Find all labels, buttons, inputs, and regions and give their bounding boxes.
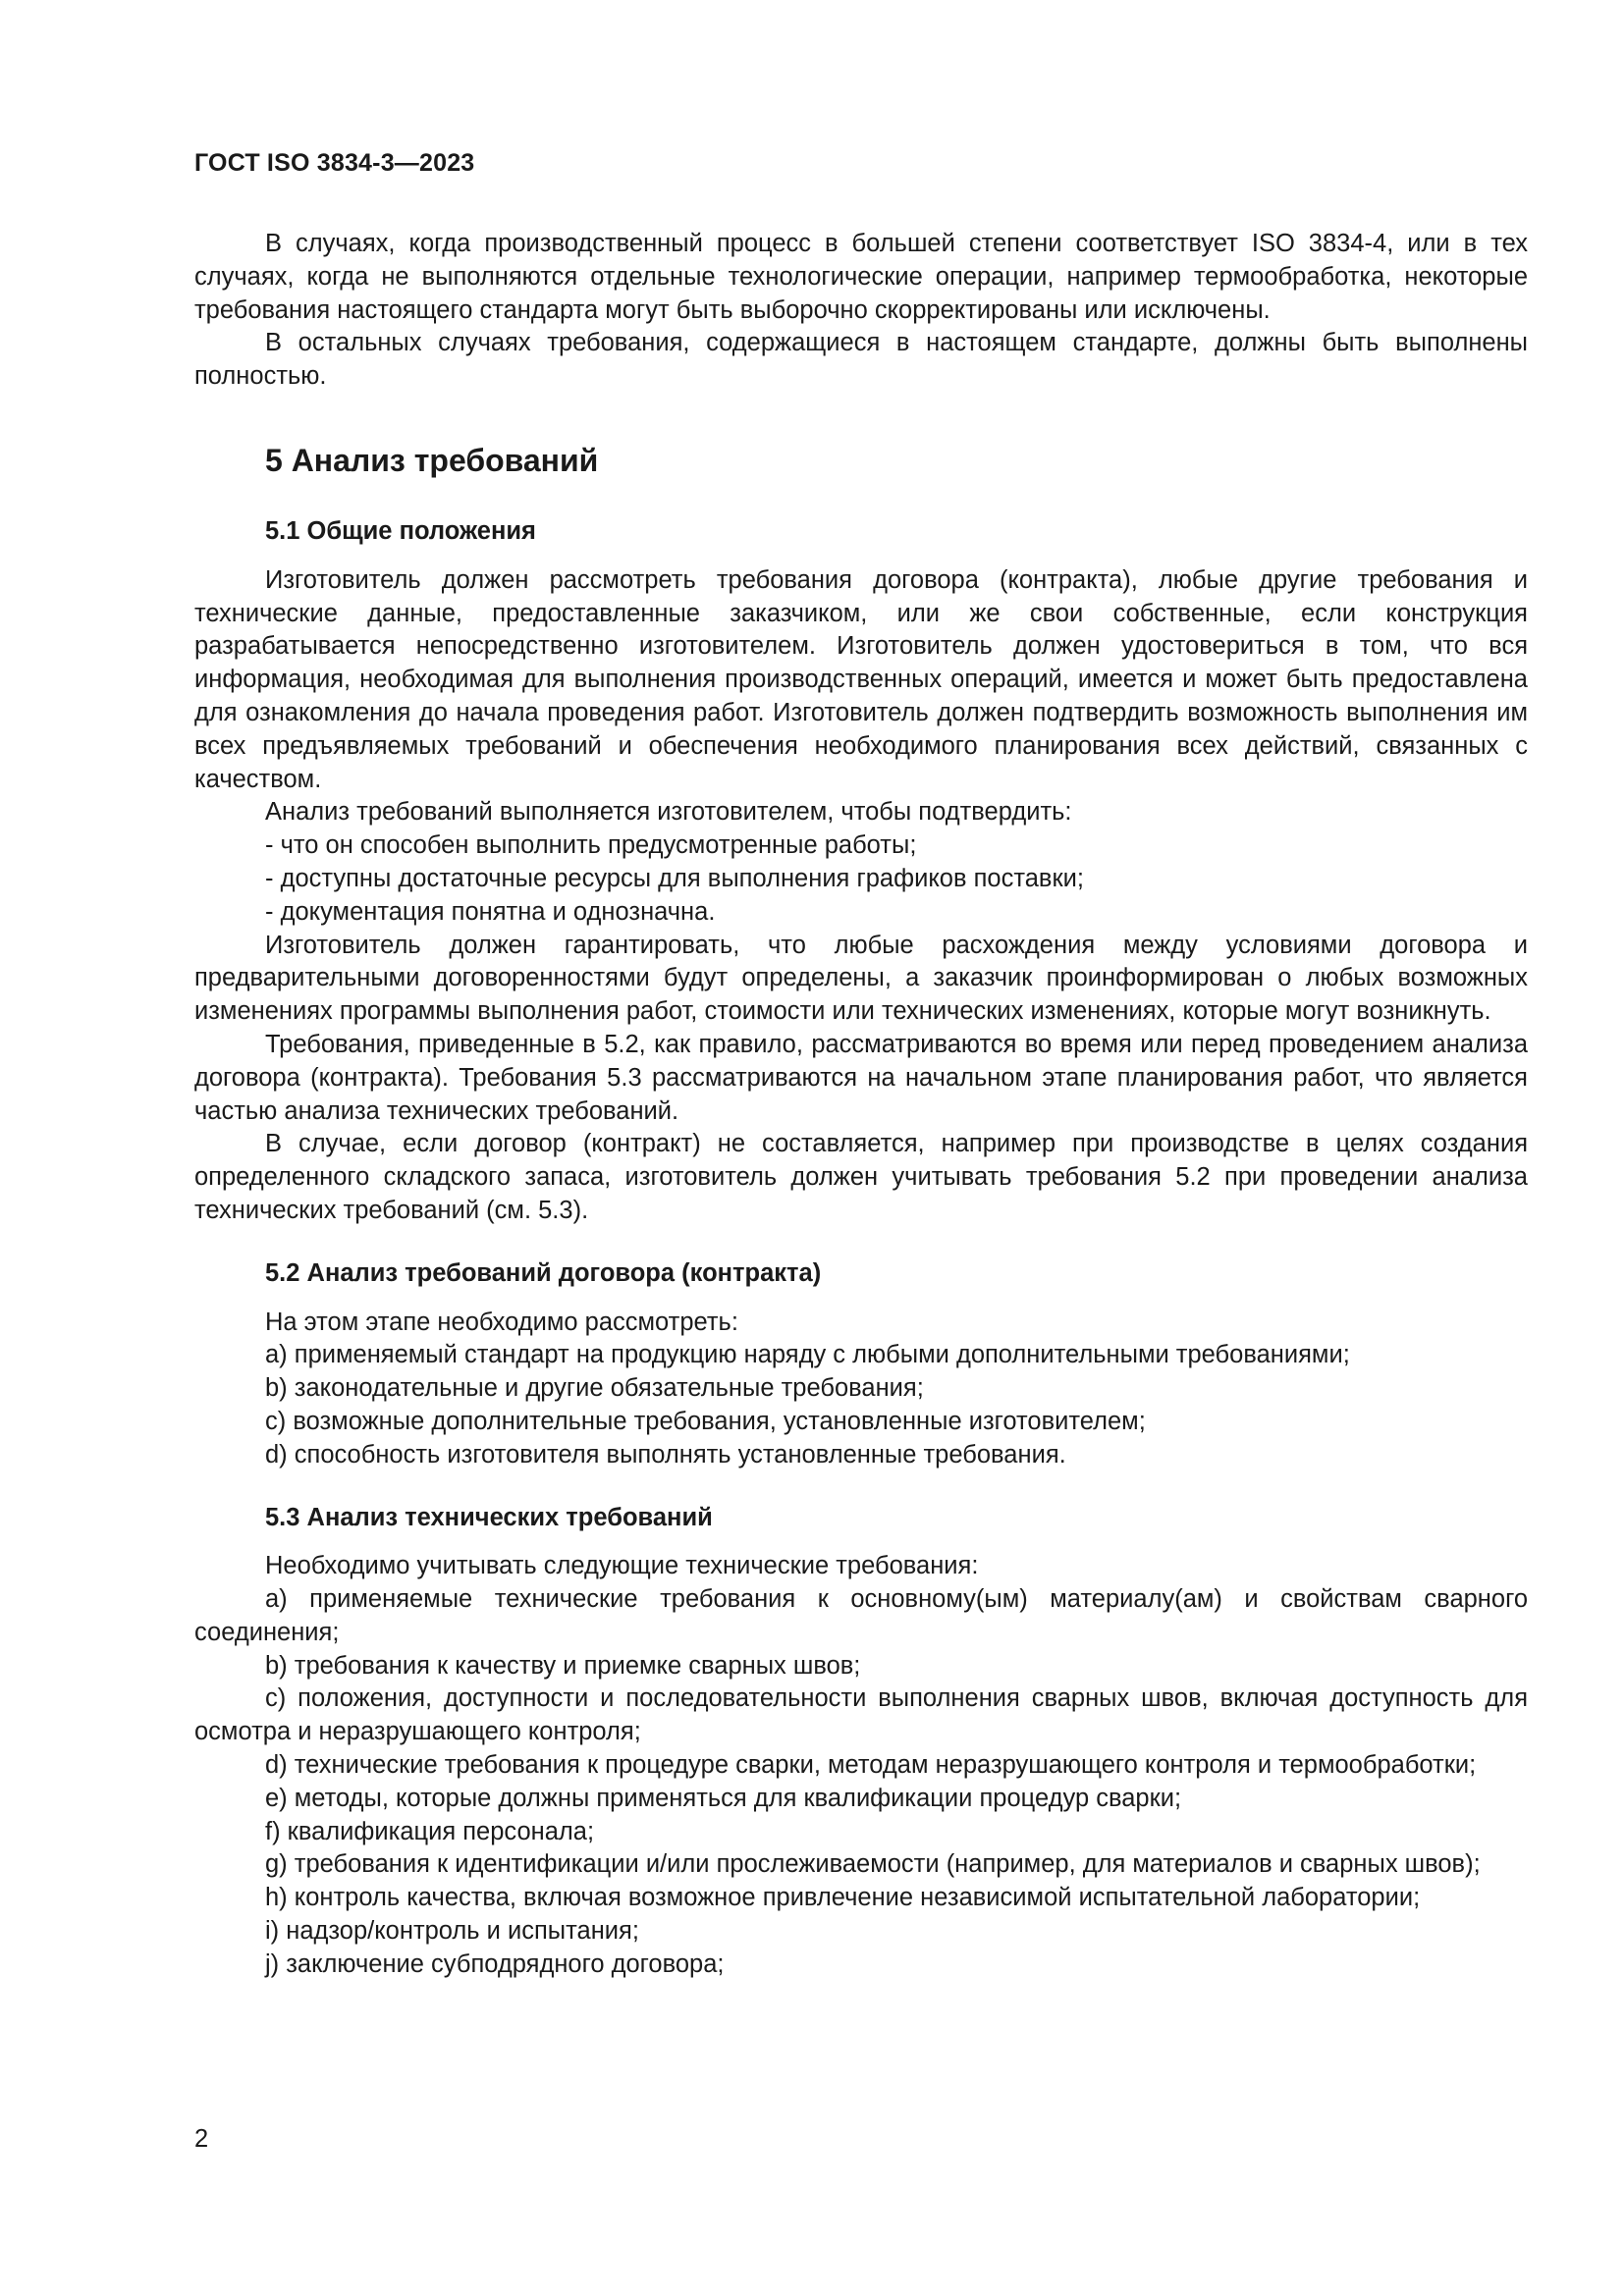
list-item: i) надзор/контроль и испытания; bbox=[265, 1917, 639, 1946]
list-item: e) методы, которые должны применяться для квалификации процедур сварки; bbox=[265, 1784, 1182, 1812]
list-item: d) технические требования к процедуре сварки, методам неразрушающего контроля и термообработки; bbox=[265, 1751, 1477, 1780]
list-item: g) требования к идентификации и/или прослеживаемости (например, для материалов и сварных швов); bbox=[265, 1850, 1481, 1879]
list-item: a) применяемые технические требования к основному(ым) материалу(ам) и свойствам сварного соединения; bbox=[194, 1585, 1528, 1646]
section-5-1-paragraph-1: Изготовитель должен рассмотреть требования договора (контракта), любые другие требования и технические данные, предоставленные заказчиком, или же свои собственные, если конструкция разрабатывается непосредственно изготовителем. Изготовитель должен удостовериться в том, что вся информация, необходимая для выполнения производственных операций, имеется и может быть предоставлена для ознакомления до начала проведения работ. Изготовитель должен подтвердить возможность выполнения им всех предъявляемых требований и обеспечения необходимого планирования всех действий, связанных с качеством. bbox=[194, 565, 1528, 793]
list-item: d) способность изготовителя выполнять установленные требования. bbox=[265, 1440, 1066, 1468]
list-item: - доступны достаточные ресурсы для выполнения графиков поставки; bbox=[265, 864, 1084, 892]
section-5-1-paragraph-4: Требования, приведенные в 5.2, как правило, рассматриваются во время или перед проведением анализа договора (контракта). Требования 5.3 рассматриваются на начальном этапе планирования работ, что является частью анализа технических требований. bbox=[194, 1030, 1528, 1125]
section-5-1-paragraph-3: Изготовитель должен гарантировать, что любые расхождения между условиями договора и предварительными договоренностями будут определены, а заказчик проинформирован о любых возможных изменениях программы выполнения работ, стоимости или технических изменениях, которые могут возникнуть. bbox=[194, 931, 1528, 1026]
list-item: - документация понятна и однозначна. bbox=[265, 897, 716, 926]
section-5-2-intro: На этом этапе необходимо рассмотреть: bbox=[265, 1308, 738, 1336]
list-item: b) законодательные и другие обязательные требования; bbox=[265, 1374, 924, 1403]
list-item: c) положения, доступности и последовательности выполнения сварных швов, включая доступность для осмотра и неразрушающего контроля; bbox=[194, 1684, 1528, 1746]
page-content bbox=[194, 228, 1528, 1982]
list-item: f) квалификация персонала; bbox=[265, 1817, 595, 1845]
section-5-1-paragraph-5: В случае, если договор (контракт) не составляется, например при производстве в целях создания определенного складского запаса, изготовитель должен учитывать требования 5.2 при проведении анализа технических требований (см. 5.3). bbox=[194, 1130, 1528, 1224]
section-5-3-intro: Необходимо учитывать следующие технические требования: bbox=[265, 1552, 979, 1580]
list-item: a) применяемый стандарт на продукцию наряду с любыми дополнительными требованиями; bbox=[265, 1341, 1350, 1369]
page-number: 2 bbox=[194, 2125, 209, 2153]
list-item: b) требования к качеству и приемке сварных швов; bbox=[265, 1651, 861, 1680]
running-header: ГОСТ ISO 3834-3—2023 bbox=[194, 149, 475, 177]
section-5-3-title: 5.3 Анализ технических требований bbox=[265, 1503, 713, 1531]
section-5-title: 5 Анализ требований bbox=[265, 442, 599, 478]
list-item: c) возможные дополнительные требования, установленные изготовителем; bbox=[265, 1407, 1146, 1435]
list-item: h) контроль качества, включая возможное привлечение независимой испытательной лаборатории; bbox=[265, 1884, 1421, 1912]
intro-paragraph-1: В случаях, когда производственный процесс в большей степени соответствует ISO 3834-4, или в тех случаях, когда не выполняются отдельные технологические операции, например термообработка, некоторые требования настоящего стандарта могут быть выборочно скорректированы или исключены. bbox=[194, 230, 1528, 324]
list-item: j) заключение субподрядного договора; bbox=[265, 1949, 725, 1978]
section-5-1-paragraph-2: Анализ требований выполняется изготовителем, чтобы подтвердить: bbox=[265, 798, 1072, 827]
intro-paragraph-2: В остальных случаях требования, содержащиеся в настоящем стандарте, должны быть выполнены полностью. bbox=[194, 329, 1528, 391]
list-item: - что он способен выполнить предусмотренные работы; bbox=[265, 831, 917, 860]
section-5-2-title: 5.2 Анализ требований договора (контракта) bbox=[265, 1258, 822, 1287]
section-5-1-title: 5.1 Общие положения bbox=[265, 516, 536, 545]
